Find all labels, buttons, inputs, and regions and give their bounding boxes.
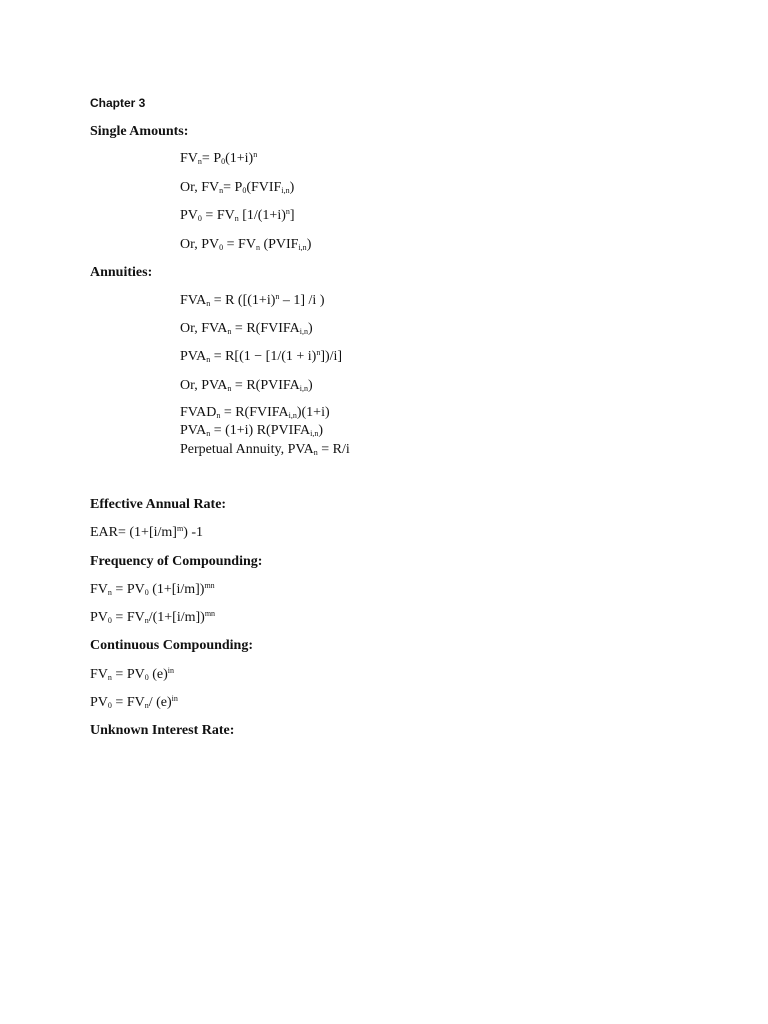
- formula-fv-continuous: $FV_n = PV_0$ $(e)^{in}$: [90, 666, 174, 682]
- formula-pv-frequency: $PV_0 = FV_n/(1+[i/m])^{mn}$: [90, 609, 216, 625]
- heading-effective-annual-rate: Effective Annual Rate:: [90, 497, 227, 512]
- formula-fv-single-table: Or, $FV_n=$ $P_0(FVIF_{i,n})$: [180, 180, 295, 195]
- chapter-title: Chapter 3: [90, 96, 146, 110]
- formula-pva-table: Or, $PVA_n$ = $R(PVIFA_{i,n})$: [180, 378, 313, 393]
- formula-fv-single: $FV_n= P_0(1+i)^n$: [180, 150, 258, 166]
- formula-pvad: $PVA_n = (1+i)$ $R(PVIFA_{i,n})$: [180, 423, 324, 438]
- heading-single-amounts: Single Amounts:: [90, 124, 189, 139]
- formula-fva-table: Or, $FVA_n$ = $R(FVIFA_{i,n})$: [180, 321, 313, 336]
- heading-annuities: Annuities:: [90, 265, 153, 280]
- formula-perpetuity: Perpetual Annuity, $PVA_n = R/i$: [180, 442, 350, 457]
- formula-fvad: $FVAD_n$ = $R(FVIFA_{i,n})(1+i)$: [180, 405, 330, 420]
- heading-unknown-interest-rate: Unknown Interest Rate:: [90, 723, 235, 738]
- formula-pv-single-table: Or, $PV_0 = FV_n$ $(PVIF_{i,n})$: [180, 237, 312, 252]
- formula-fva: $FVA_n = R$ ($[(1+i)^n - 1]$ /i ): [180, 292, 325, 308]
- formula-pv-continuous: $PV_0 = FV_n/$ $(e)^{in}$: [90, 694, 178, 710]
- heading-continuous-compounding: Continuous Compounding:: [90, 638, 254, 653]
- formula-pv-single: $PV_0 = FV_n$ $[1/(1+i)^n]$: [180, 207, 295, 223]
- formula-pva: $PVA_n = R[(1 - [1/(1 + i)^n])/i]$: [180, 348, 343, 364]
- heading-frequency-of-compounding: Frequency of Compounding:: [90, 554, 263, 569]
- formula-ear: $EAR= (1+[i/m]^m)$ -1: [90, 524, 204, 540]
- formula-fv-frequency: $FV_n = PV_0$ $(1+[i/m])^{mn}$: [90, 581, 215, 597]
